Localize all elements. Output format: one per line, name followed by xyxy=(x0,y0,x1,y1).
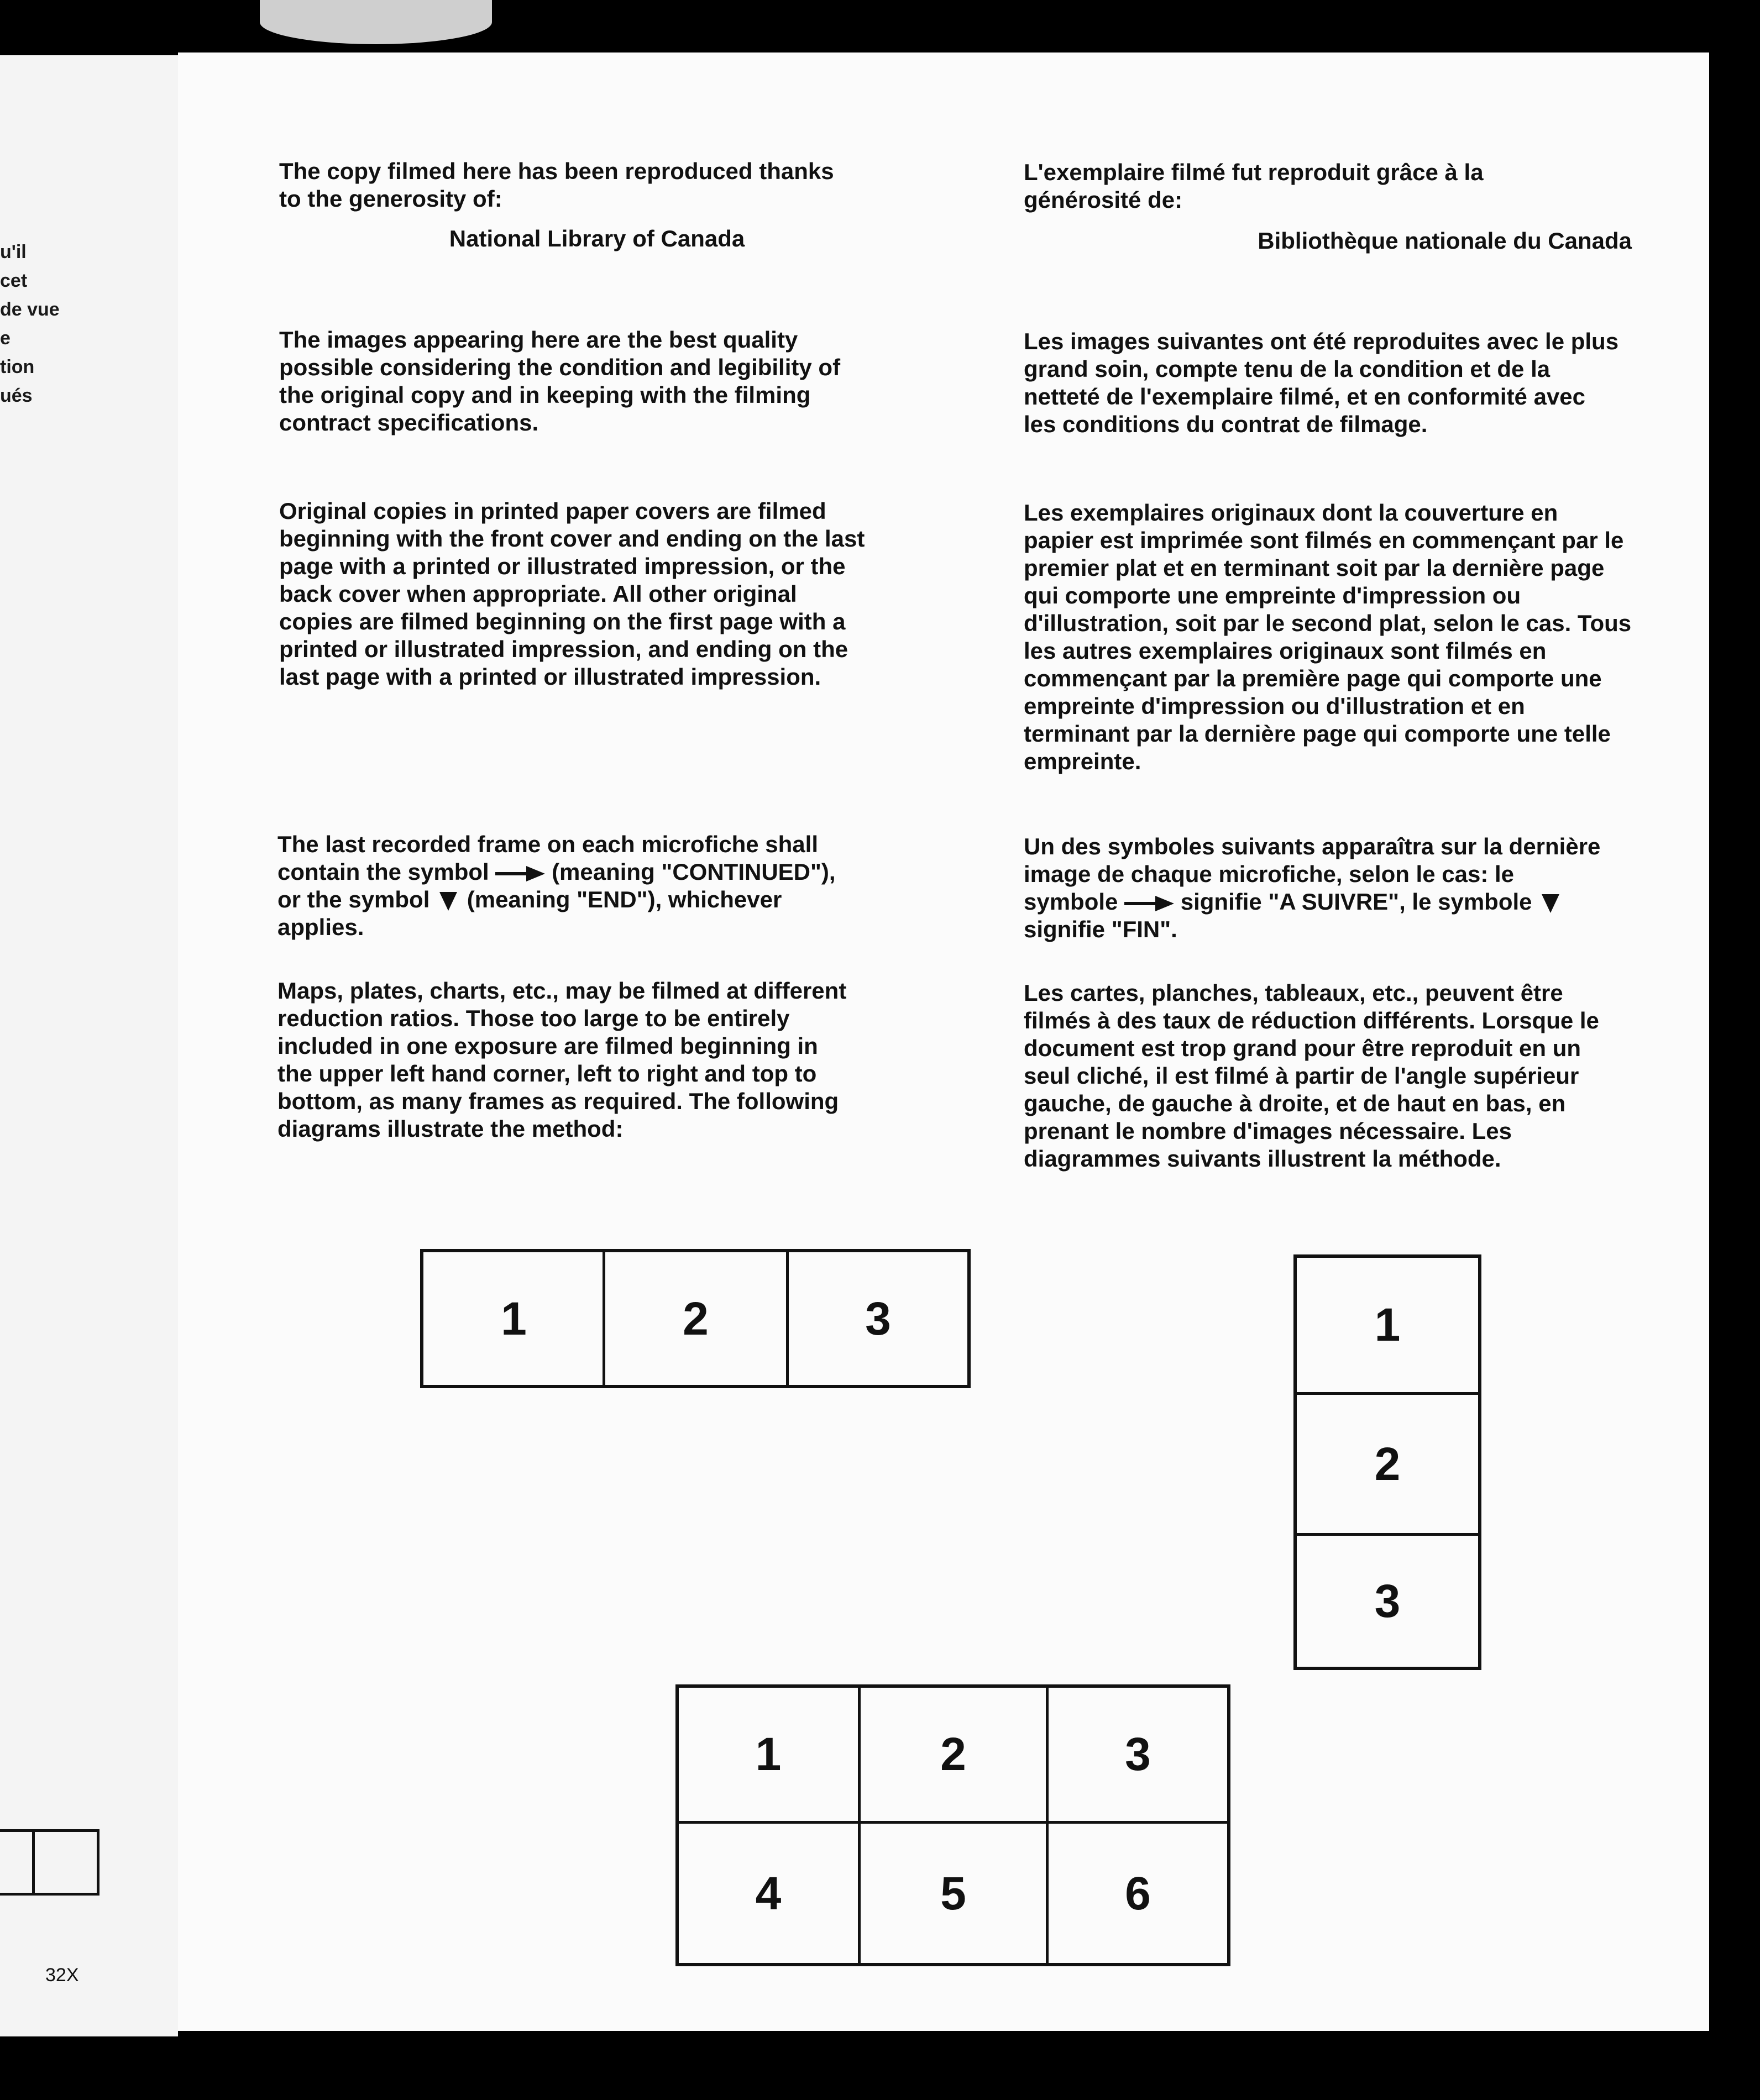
french-institution: Bibliothèque nationale du Canada xyxy=(1258,228,1632,254)
french-paragraph-4: Les cartes, planches, tableaux, etc., peuvent être filmés à des taux de réduction différents. Lorsque le document est trop grand pour être reproduit en un seul cliché, il est filmé à partir de l'angle supérieur gauche, de gauche à droite, et de haut en bas, en prenant le nombre d'images nécessaire. Les diagrammes suivants illustrent la méthode. xyxy=(1024,980,1599,1172)
french-intro-line-2: générosité de: xyxy=(1024,187,1183,213)
frame-cell: 5 xyxy=(940,1867,966,1919)
english-symbol-text-a: The last recorded frame on each microfiche shall contain the symbol xyxy=(277,831,818,885)
frame-cell: 2 xyxy=(940,1728,966,1780)
french-paragraph-2: Les exemplaires originaux dont la couverture en papier est imprimée sont filmés en commençant par le premier plat et en terminant soit par la dernière page qui comporte une empreinte d'impression ou d'illustration, soit par le second plat, selon le cas. Tous les autres exemplaires originaux sont filmés en commençant par la première page qui comporte une empreinte d'impression ou d'illustration et en terminant par la dernière page qui comporte une telle empreinte. xyxy=(1024,500,1632,774)
frame-cell: 1 xyxy=(755,1728,782,1780)
frame-cell: 2 xyxy=(683,1292,709,1345)
reduction-label: 32X xyxy=(45,1965,79,1986)
frame-cell: 2 xyxy=(1374,1437,1401,1490)
diagram-grid xyxy=(675,1684,1230,1966)
english-institution: National Library of Canada xyxy=(449,225,745,251)
continued-arrow-icon xyxy=(1124,900,1174,907)
end-triangle-icon xyxy=(1542,894,1559,913)
left-page-diagram xyxy=(0,1829,99,1896)
frame-cell: 1 xyxy=(1374,1299,1401,1351)
french-paragraph-1: Les images suivantes ont été reproduites avec le plus grand soin, compte tenu de la condition et de la netteté de l'exemplaire filmé, et en conformité avec les conditions du contrat de filmage. xyxy=(1024,328,1619,437)
french-symbol-text-c: signifie "FIN". xyxy=(1024,916,1177,942)
french-paragraph-3 xyxy=(1024,833,1610,943)
english-paragraph-4: Maps, plates, charts, etc., may be filmed at different reduction ratios. Those too large to be entirely included in one exposure are filmed beginning in the upper left hand corner, left to right and top to bottom, as many frames as required. The following diagrams illustrate the method: xyxy=(277,978,847,1142)
english-paragraph-1: The images appearing here are the best quality possible considering the condition and legibility of the original copy and in keeping with the filming contract specifications. xyxy=(279,327,841,435)
french-symbol-text-b: signifie "A SUIVRE", le symbole xyxy=(1180,889,1532,915)
continued-arrow-icon xyxy=(495,870,545,878)
diagram-horizontal xyxy=(420,1249,971,1388)
frame-cell: 4 xyxy=(755,1867,782,1919)
english-paragraph-2: Original copies in printed paper covers are filmed beginning with the front cover and ending on the last page with a printed or illustrated impression, or the back cover when appropriate. All other original copies are filmed beginning on the first page with a printed or illustrated impression, and ending on the last page with a printed or illustrated impression. xyxy=(279,498,865,690)
scan-artifact xyxy=(260,0,492,44)
diagram-vertical xyxy=(1293,1254,1481,1670)
frame-cell: 3 xyxy=(1125,1728,1151,1780)
french-intro xyxy=(1024,159,1632,255)
english-paragraph-3 xyxy=(277,831,847,941)
french-symbol-text-a: Un des symboles suivants apparaîtra sur la dernière image de chaque microfiche, selon le cas: le symbole xyxy=(1024,833,1601,915)
french-intro-line-1: L'exemplaire filmé fut reproduit grâce à la xyxy=(1024,159,1484,185)
english-intro xyxy=(279,158,915,253)
english-symbol-text-c: (meaning "END"), whichever applies. xyxy=(277,886,782,940)
english-intro-line-2: to the generosity of: xyxy=(279,186,502,212)
left-page-text: u'il cet de vue e tion ués xyxy=(0,242,60,406)
frame-cell: 6 xyxy=(1125,1867,1151,1919)
filming-notice-page xyxy=(178,53,1709,2031)
frame-cell: 1 xyxy=(501,1292,527,1345)
end-triangle-icon xyxy=(439,892,457,911)
english-intro-line-1: The copy filmed here has been reproduced thanks xyxy=(279,158,834,184)
frame-cell: 3 xyxy=(1374,1575,1401,1627)
english-symbol-text-b: (meaning "CONTINUED"), or the symbol xyxy=(277,859,836,912)
left-page-fragment xyxy=(0,55,178,2036)
frame-cell: 3 xyxy=(865,1292,891,1345)
